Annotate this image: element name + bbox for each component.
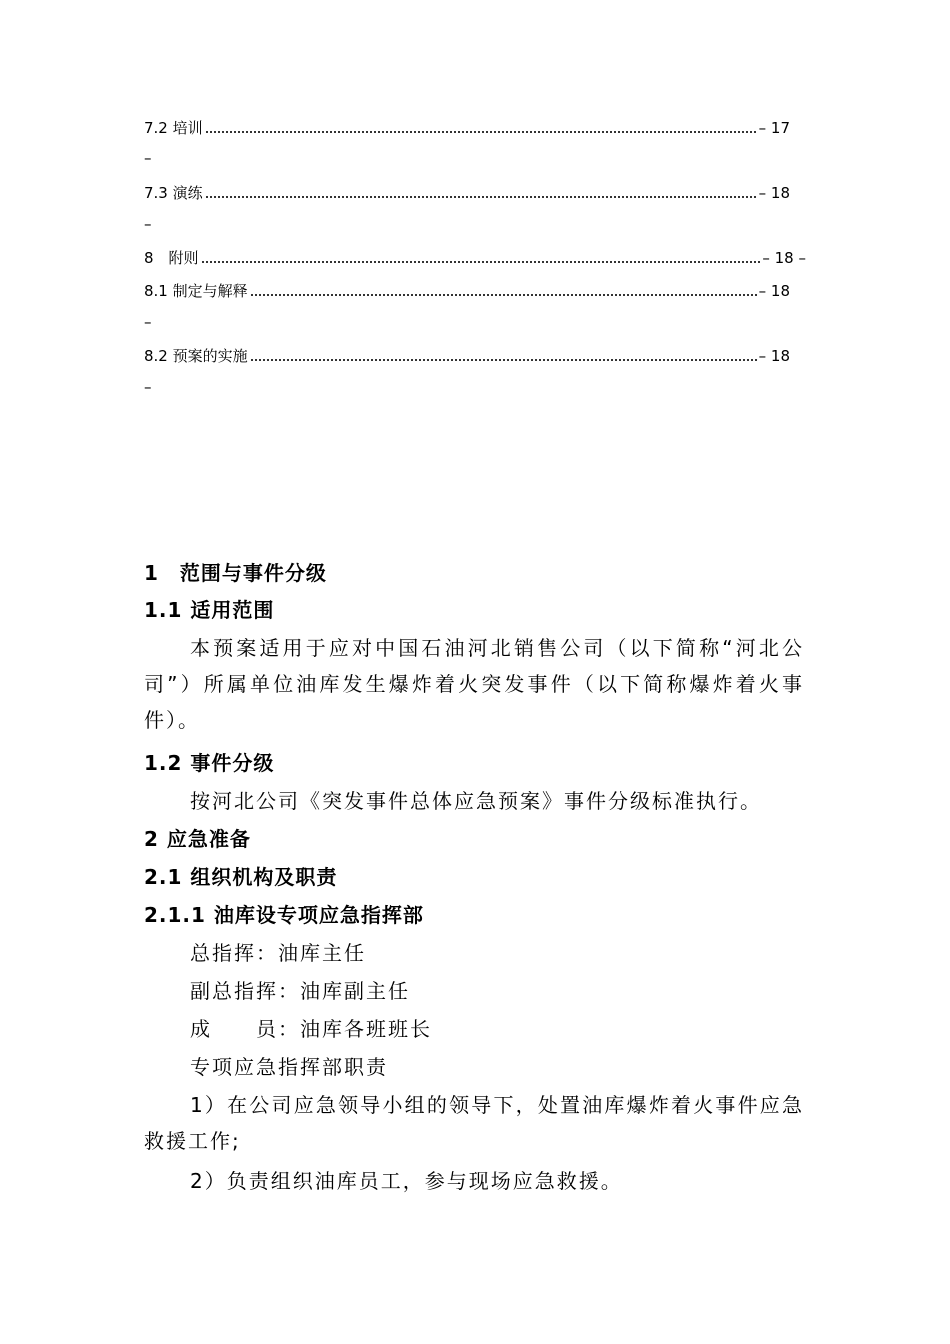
toc-page-wrap: – (144, 149, 152, 167)
toc-page-number: – 18 (758, 282, 790, 300)
toc-leader (201, 261, 761, 263)
toc-entry-7-2[interactable] (144, 118, 790, 138)
toc-page-number: – 18 (758, 184, 790, 202)
toc-leader (250, 359, 757, 361)
section-heading-1: 1 范围与事件分级 (144, 561, 327, 585)
deputy-commander-line: 副总指挥：油库副主任 (190, 979, 410, 1003)
toc-entry-8-2[interactable] (144, 346, 790, 366)
toc-label: 8 附则 (144, 249, 199, 267)
duty-item-2: 2）负责组织油库员工，参与现场应急救援。 (190, 1169, 623, 1193)
toc-label: 8.2 预案的实施 (144, 347, 248, 365)
toc-entry-8-1[interactable] (144, 281, 790, 301)
duty-item-1: 1）在公司应急领导小组的领导下，处置油库爆炸着火事件应急救援工作; (144, 1093, 804, 1153)
section-heading-1-1: 1.1 适用范围 (144, 598, 275, 622)
toc-label: 8.1 制定与解释 (144, 282, 248, 300)
toc-entry-7-3[interactable] (144, 183, 790, 203)
toc-entry-8[interactable] (144, 248, 806, 268)
toc-page-number: – 17 (758, 119, 790, 137)
toc-label: 7.2 培训 (144, 119, 203, 137)
toc-label: 7.3 演练 (144, 184, 203, 202)
toc-page-wrap: – (144, 313, 152, 331)
toc-leader (250, 294, 757, 296)
toc-leader (205, 131, 757, 133)
members-line: 成 员：油库各班班长 (190, 1017, 432, 1041)
toc-page-number: – 18 – (762, 249, 806, 267)
section-heading-2-1-1: 2.1.1 油库设专项应急指挥部 (144, 903, 424, 927)
toc-leader (205, 196, 757, 198)
section-heading-1-2: 1.2 事件分级 (144, 751, 275, 775)
toc-page-wrap: – (144, 215, 152, 233)
section-heading-2: 2 应急准备 (144, 827, 251, 851)
paragraph-scope: 本预案适用于应对中国石油河北销售公司（以下简称“河北公司”）所属单位油库发生爆炸着火突发事件（以下简称爆炸着火事件）。 (144, 636, 804, 732)
toc-page-number: – 18 (758, 347, 790, 365)
commander-line: 总指挥：油库主任 (190, 941, 366, 965)
paragraph-classification: 按河北公司《突发事件总体应急预案》事件分级标准执行。 (190, 789, 762, 813)
toc-page-wrap: – (144, 378, 152, 396)
duties-title: 专项应急指挥部职责 (190, 1055, 388, 1079)
section-heading-2-1: 2.1 组织机构及职责 (144, 865, 338, 889)
